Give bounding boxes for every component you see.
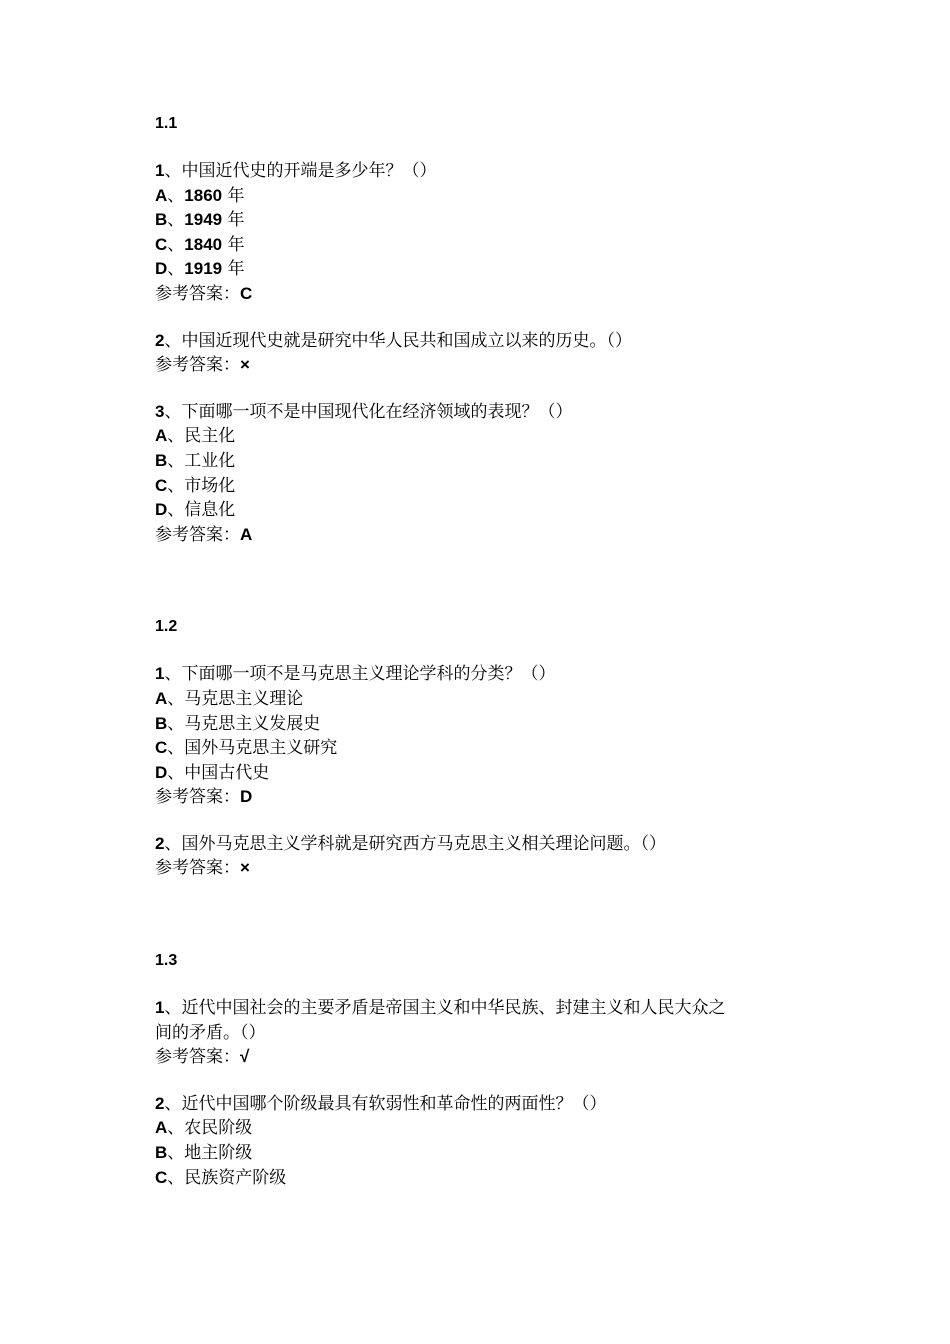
question	[155, 996, 815, 1070]
option-c: C、国外马克思主义研究	[155, 738, 338, 759]
question	[155, 832, 815, 881]
option-b: B、工业化	[155, 450, 236, 471]
question-text: 2、近代中国哪个阶级最具有软弱性和革命性的两面性？（）	[155, 1093, 607, 1114]
option-b: B、马克思主义发展史	[155, 713, 321, 734]
question-text: 2、中国近现代史就是研究中华人民共和国成立以来的历史。（）	[155, 330, 632, 351]
option-c: C、1840 年	[155, 234, 245, 255]
question	[155, 1092, 815, 1190]
question	[155, 329, 815, 378]
option-c: C、市场化	[155, 475, 236, 496]
section-title: 1.1	[155, 115, 178, 132]
option-b: B、1949 年	[155, 210, 245, 231]
section-title: 1.3	[155, 952, 178, 970]
question	[155, 662, 815, 810]
question-text: 1、近代中国社会的主要矛盾是帝国主义和中华民族、封建主义和人民大众之	[155, 998, 726, 1019]
question-text: 1、中国近代史的开端是多少年？（）	[155, 161, 437, 181]
question-text: 2、国外马克思主义学科就是研究西方马克思主义相关理论问题。（）	[155, 833, 666, 854]
reference-answer: 参考答案：C	[155, 283, 253, 304]
reference-answer: 参考答案：×	[155, 858, 250, 879]
question	[155, 400, 815, 548]
reference-answer: 参考答案：D	[155, 787, 253, 808]
option-d: D、信息化	[155, 500, 236, 521]
reference-answer: 参考答案：√	[155, 1047, 250, 1068]
question	[155, 159, 815, 307]
option-a: A、民主化	[155, 426, 236, 447]
option-a: A、农民阶级	[155, 1118, 253, 1139]
option-a: A、马克思主义理论	[155, 688, 304, 709]
option-a: A、1860 年	[155, 185, 245, 206]
question-text-continued: 间的矛盾。（）	[155, 1022, 266, 1043]
option-c: C、民族资产阶级	[155, 1167, 287, 1188]
document-page	[155, 112, 815, 1190]
reference-answer: 参考答案：×	[155, 355, 250, 376]
option-b: B、地主阶级	[155, 1143, 253, 1164]
question-text: 1、下面哪一项不是马克思主义理论学科的分类？（）	[155, 664, 556, 685]
section-title: 1.2	[155, 618, 178, 636]
option-d: D、中国古代史	[155, 762, 270, 783]
question-text: 3、下面哪一项不是中国现代化在经济领域的表现？（）	[155, 401, 573, 422]
option-d: D、1919 年	[155, 259, 245, 280]
reference-answer: 参考答案：A	[155, 524, 253, 545]
